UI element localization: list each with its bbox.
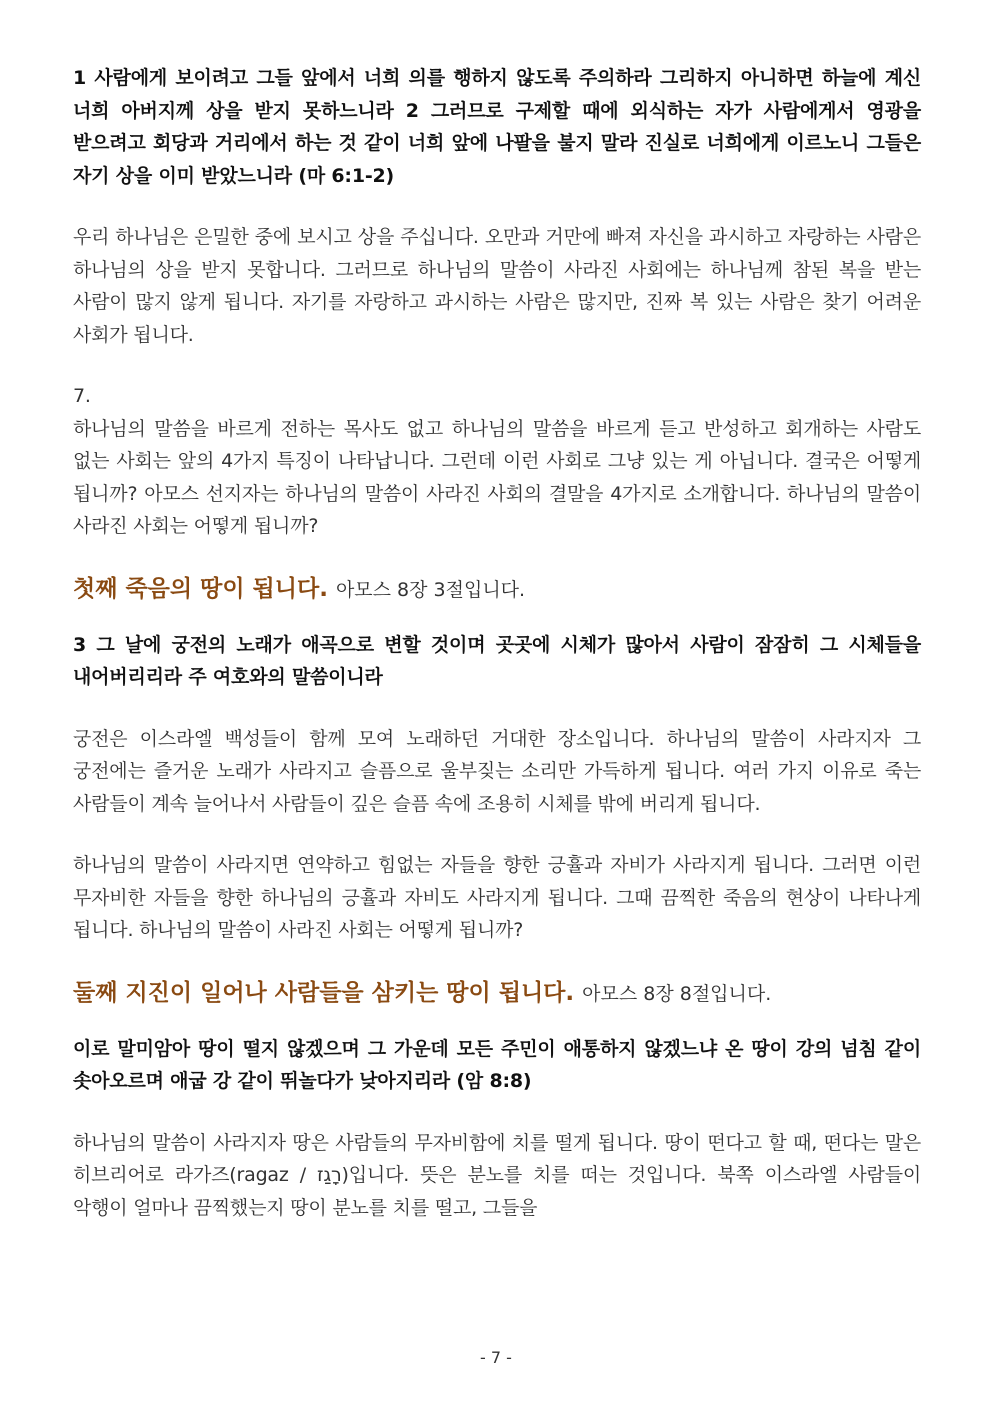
page-number: - 7 - — [480, 1348, 512, 1367]
section-heading-2 — [73, 976, 921, 1011]
heading-title: 둘째 지진이 일어나 사람들을 삼키는 땅이 됩니다. — [73, 979, 575, 1006]
scripture-quote-amos-8-3: 3 그 날에 궁전의 노래가 애곡으로 변할 것이며 곳곳에 시체가 많아서 사람이 잠잠히 그 시체들을 내어버리리라 주 여호와의 말씀이니라 — [73, 633, 921, 688]
body-paragraph: 우리 하나님은 은밀한 중에 보시고 상을 주십니다. 오만과 거만에 빠져 자신을 과시하고 자랑하는 사람은 하나님의 상을 받지 못합니다. 그러므로 하나님의 말씀이 사라진 사회에는 하나님께 참된 복을 받는 사람이 많지 않게 됩니다. 자기를 자랑하고 과시하는 사람은 많지만, 진짜 복 있는 사람은 찾기 어려운 사회가 됩니다. — [73, 226, 921, 346]
heading-reference: 아모스 8장 8절입니다. — [582, 982, 772, 1005]
heading-title: 첫째 죽음의 땅이 됩니다. — [73, 575, 328, 602]
section-heading-1 — [73, 572, 921, 607]
body-paragraph: 하나님의 말씀을 바르게 전하는 목사도 없고 하나님의 말씀을 바르게 듣고 반성하고 회개하는 사람도 없는 사회는 앞의 4가지 특징이 나타납니다. 그런데 이런 사회로 그냥 있는 게 아닙니다. 결국은 어떻게 됩니까? 아모스 선지자는 하나님의 말씀이 사라진 사회의 결말을 4가지로 소개합니다. 하나님의 말씀이 사라진 사회는 어떻게 됩니까? — [73, 417, 921, 537]
heading-reference: 아모스 8장 3절입니다. — [335, 578, 526, 601]
document-page — [73, 62, 921, 1224]
scripture-quote-amos-8-8: 이로 말미암아 땅이 떨지 않겠으며 그 가운데 모든 주민이 애통하지 않겠느냐 온 땅이 강의 넘침 같이 솟아오르며 애굽 강 같이 뛰놀다가 낮아지리라 (암 8:8) — [73, 1037, 921, 1092]
scripture-quote-matthew: 1 사람에게 보이려고 그들 앞에서 너희 의를 행하지 않도록 주의하라 그리하지 아니하면 하늘에 계신 너희 아버지께 상을 받지 못하느니라 2 그러므로 구제할 때에 외식하는 자가 사람에게서 영광을 받으려고 회당과 거리에서 하는 것 같이 너희 앞에 나팔을 불지 말라 진실로 너희에게 이르노니 그들은 자기 상을 이미 받았느니라 (마 6:1-2) — [73, 67, 921, 187]
section-number: 7. — [73, 385, 91, 407]
body-paragraph: 하나님의 말씀이 사라지면 연약하고 힘없는 자들을 향한 긍휼과 자비가 사라지게 됩니다. 그러면 이런 무자비한 자들을 향한 하나님의 긍휼과 자비도 사라지게 됩니다. 그때 끔찍한 죽음의 현상이 나타나게 됩니다. 하나님의 말씀이 사라진 사회는 어떻게 됩니까? — [73, 854, 921, 941]
body-paragraph: 궁전은 이스라엘 백성들이 함께 모여 노래하던 거대한 장소입니다. 하나님의 말씀이 사라지자 그 궁전에는 즐거운 노래가 사라지고 슬픔으로 울부짖는 소리만 가득하게 됩니다. 여러 가지 이유로 죽는 사람들이 계속 늘어나서 사람들이 깊은 슬픔 속에 조용히 시체를 밖에 버리게 됩니다. — [73, 727, 921, 815]
body-paragraph: 하나님의 말씀이 사라지자 땅은 사람들의 무자비함에 치를 떨게 됩니다. 땅이 떤다고 할 때, 떤다는 말은 히브리어로 라가즈(ragaz / רָגַז)입니다. 뜻은 분노를 치를 떠는 것입니다. 북쪽 이스라엘 사람들이 악행이 얼마나 끔찍했는지 땅이 분노를 치를 떨고, 그들을 — [73, 1131, 922, 1219]
